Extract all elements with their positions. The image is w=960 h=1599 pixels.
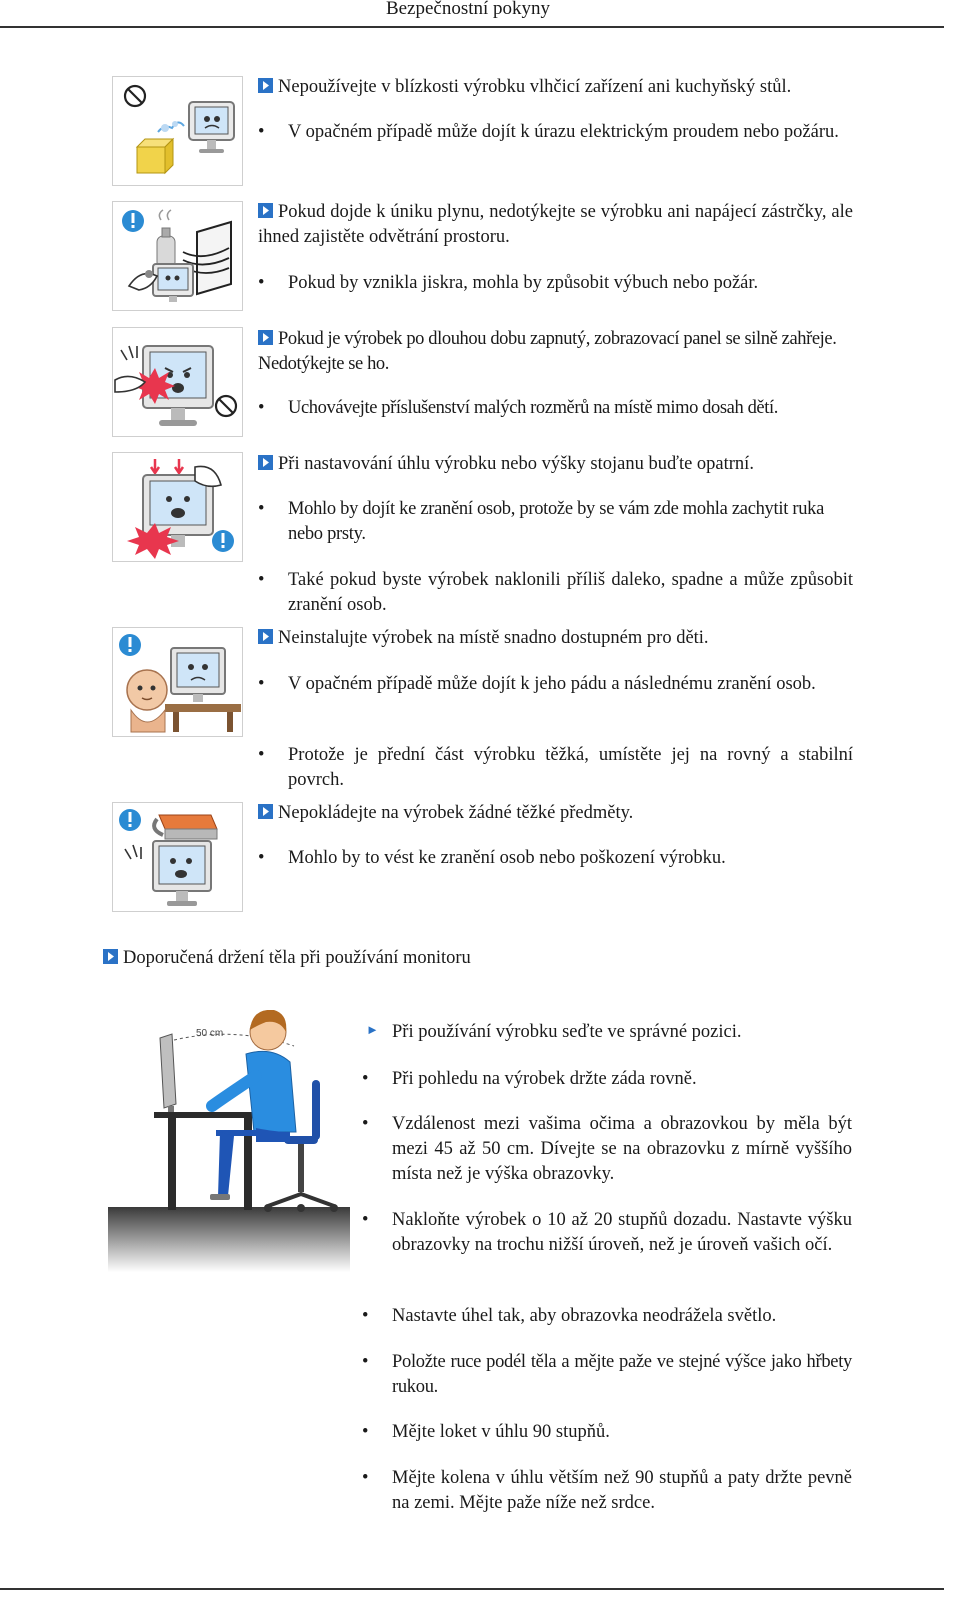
posture-bullet-2: • Vzdálenost mezi vašima očima a obrazovkou by měla být mezi 45 až 50 cm. Dívejte se na obrazovku z mírně vyššího místa než je výška obrazovky. bbox=[362, 1114, 852, 1184]
blue-arrow-icon bbox=[258, 330, 273, 345]
exclamation-icon bbox=[119, 634, 141, 656]
hand-icon bbox=[115, 346, 145, 392]
exclamation-icon bbox=[119, 809, 141, 831]
warning-4-bullet-1: • Mohlo by dojít ke zranění osob, protože by se vám zde mohla zachytit ruka nebo prsty. bbox=[258, 499, 825, 544]
warning-6-title: Nepokládejte na výrobek žádné těžké předměty. bbox=[258, 801, 853, 826]
monitor-icon bbox=[153, 841, 211, 906]
footer-rule bbox=[0, 1588, 944, 1590]
warning-1-title: Nepoužívejte v blízkosti výrobku vlhčicí zařízení ani kuchyňský stůl. bbox=[258, 75, 853, 100]
posture-bullet-3: • Nakloňte výrobek o 10 až 20 stupňů dozadu. Nastavte výšku obrazovky na trochu nižší úroveň, než je úroveň vašich očí. bbox=[362, 1210, 852, 1255]
humidifier-icon bbox=[137, 121, 184, 173]
warning-5-bullet-1: • V opačném případě může dojít k jeho pádu a následnému zranění osob. bbox=[258, 674, 816, 694]
warning-1-bullet-1: • V opačném případě může dojít k úrazu elektrickým proudem nebo požáru. bbox=[258, 122, 839, 142]
warning-2-title: Pokud dojde k úniku plynu, nedotýkejte se výrobku ani napájecí zástrčky, ale ihned zajistěte odvětrání prostoru. bbox=[258, 202, 853, 247]
warning-4-bullet-2: • Také pokud byste výrobek naklonili příliš daleko, spadne a může způsobit zranění osob. bbox=[258, 570, 853, 615]
figure-posture bbox=[108, 1010, 350, 1272]
warning-2-bullet-1: • Pokud by vznikla jiskra, mohla by způsobit výbuch nebo požár. bbox=[258, 273, 759, 293]
hand-icon bbox=[195, 466, 221, 486]
table-icon bbox=[165, 704, 241, 732]
posture-bullet-4: • Nastavte úhel tak, aby obrazovka neodrážela světlo. bbox=[362, 1306, 777, 1326]
posture-heading: Doporučená držení těla při používání monitoru bbox=[103, 946, 803, 971]
blue-arrow-icon bbox=[258, 203, 273, 218]
monitor-icon bbox=[153, 264, 193, 302]
small-arrow-icon: ► bbox=[366, 1022, 379, 1037]
warning-5-title: Neinstalujte výrobek na místě snadno dostupném pro děti. bbox=[258, 626, 853, 651]
warning-5-bullet-2: • Protože je přední část výrobku těžká, umístěte jej na rovný a stabilní povrch. bbox=[258, 745, 853, 790]
figure-child bbox=[112, 627, 243, 737]
figure-heavy-object bbox=[112, 802, 243, 912]
page-header bbox=[0, 0, 944, 28]
exclamation-icon bbox=[122, 210, 144, 232]
monitor-side-icon bbox=[160, 1034, 176, 1112]
monitor-icon bbox=[171, 648, 225, 702]
monitor-icon bbox=[189, 102, 234, 153]
gas-tank-icon bbox=[157, 210, 175, 268]
posture-bullet-6: • Mějte loket v úhlu 90 stupňů. bbox=[362, 1422, 610, 1442]
child-icon bbox=[127, 670, 167, 732]
posture-bullet-1: • Při pohledu na výrobek držte záda rovně. bbox=[362, 1069, 697, 1089]
figure-hot-panel bbox=[112, 327, 243, 437]
warning-3-title: Pokud je výrobek po dlouhou dobu zapnutý, zobrazovací panel se silně zahřeje. Nedotýkejte se ho. bbox=[258, 329, 837, 374]
figure-humidifier bbox=[112, 76, 243, 186]
page-header-title: Bezpečnostní pokyny bbox=[385, 0, 551, 19]
warning-4-title: Při nastavování úhlu výrobku nebo výšky stojanu buďte opatrní. bbox=[258, 452, 853, 477]
distance-label: 50 cm bbox=[196, 1028, 224, 1039]
hand-icon bbox=[125, 845, 141, 859]
warning-3-bullet-1: • Uchovávejte příslušenství malých rozměrů na místě mimo dosah dětí. bbox=[258, 398, 778, 418]
prohibition-icon bbox=[216, 396, 236, 416]
figure-stand-adjust bbox=[112, 452, 243, 562]
heavy-object-icon bbox=[154, 815, 217, 839]
blue-arrow-icon bbox=[103, 949, 118, 964]
blue-arrow-icon bbox=[258, 78, 273, 93]
figure-gas-leak bbox=[112, 201, 243, 311]
desk-icon bbox=[154, 1112, 262, 1210]
posture-bullet-5: • Položte ruce podél těla a mějte paže ve stejné výšce jako hřbety rukou. bbox=[362, 1352, 852, 1397]
exclamation-icon bbox=[212, 530, 234, 552]
posture-bullet-7: • Mějte kolena v úhlu větším než 90 stupňů a paty držte pevně na zemi. Mějte paže níže než srdce. bbox=[362, 1468, 852, 1513]
blue-arrow-icon bbox=[258, 629, 273, 644]
down-arrows-icon bbox=[151, 459, 183, 473]
floor-shadow bbox=[108, 1207, 350, 1272]
blue-arrow-icon bbox=[258, 804, 273, 819]
warning-6-bullet-1: • Mohlo by to vést ke zranění osob nebo poškození výrobku. bbox=[258, 848, 726, 868]
posture-intro: ► Při používání výrobku seďte ve správné pozici. bbox=[366, 1020, 856, 1045]
prohibition-icon bbox=[125, 86, 145, 106]
blue-arrow-icon bbox=[258, 455, 273, 470]
